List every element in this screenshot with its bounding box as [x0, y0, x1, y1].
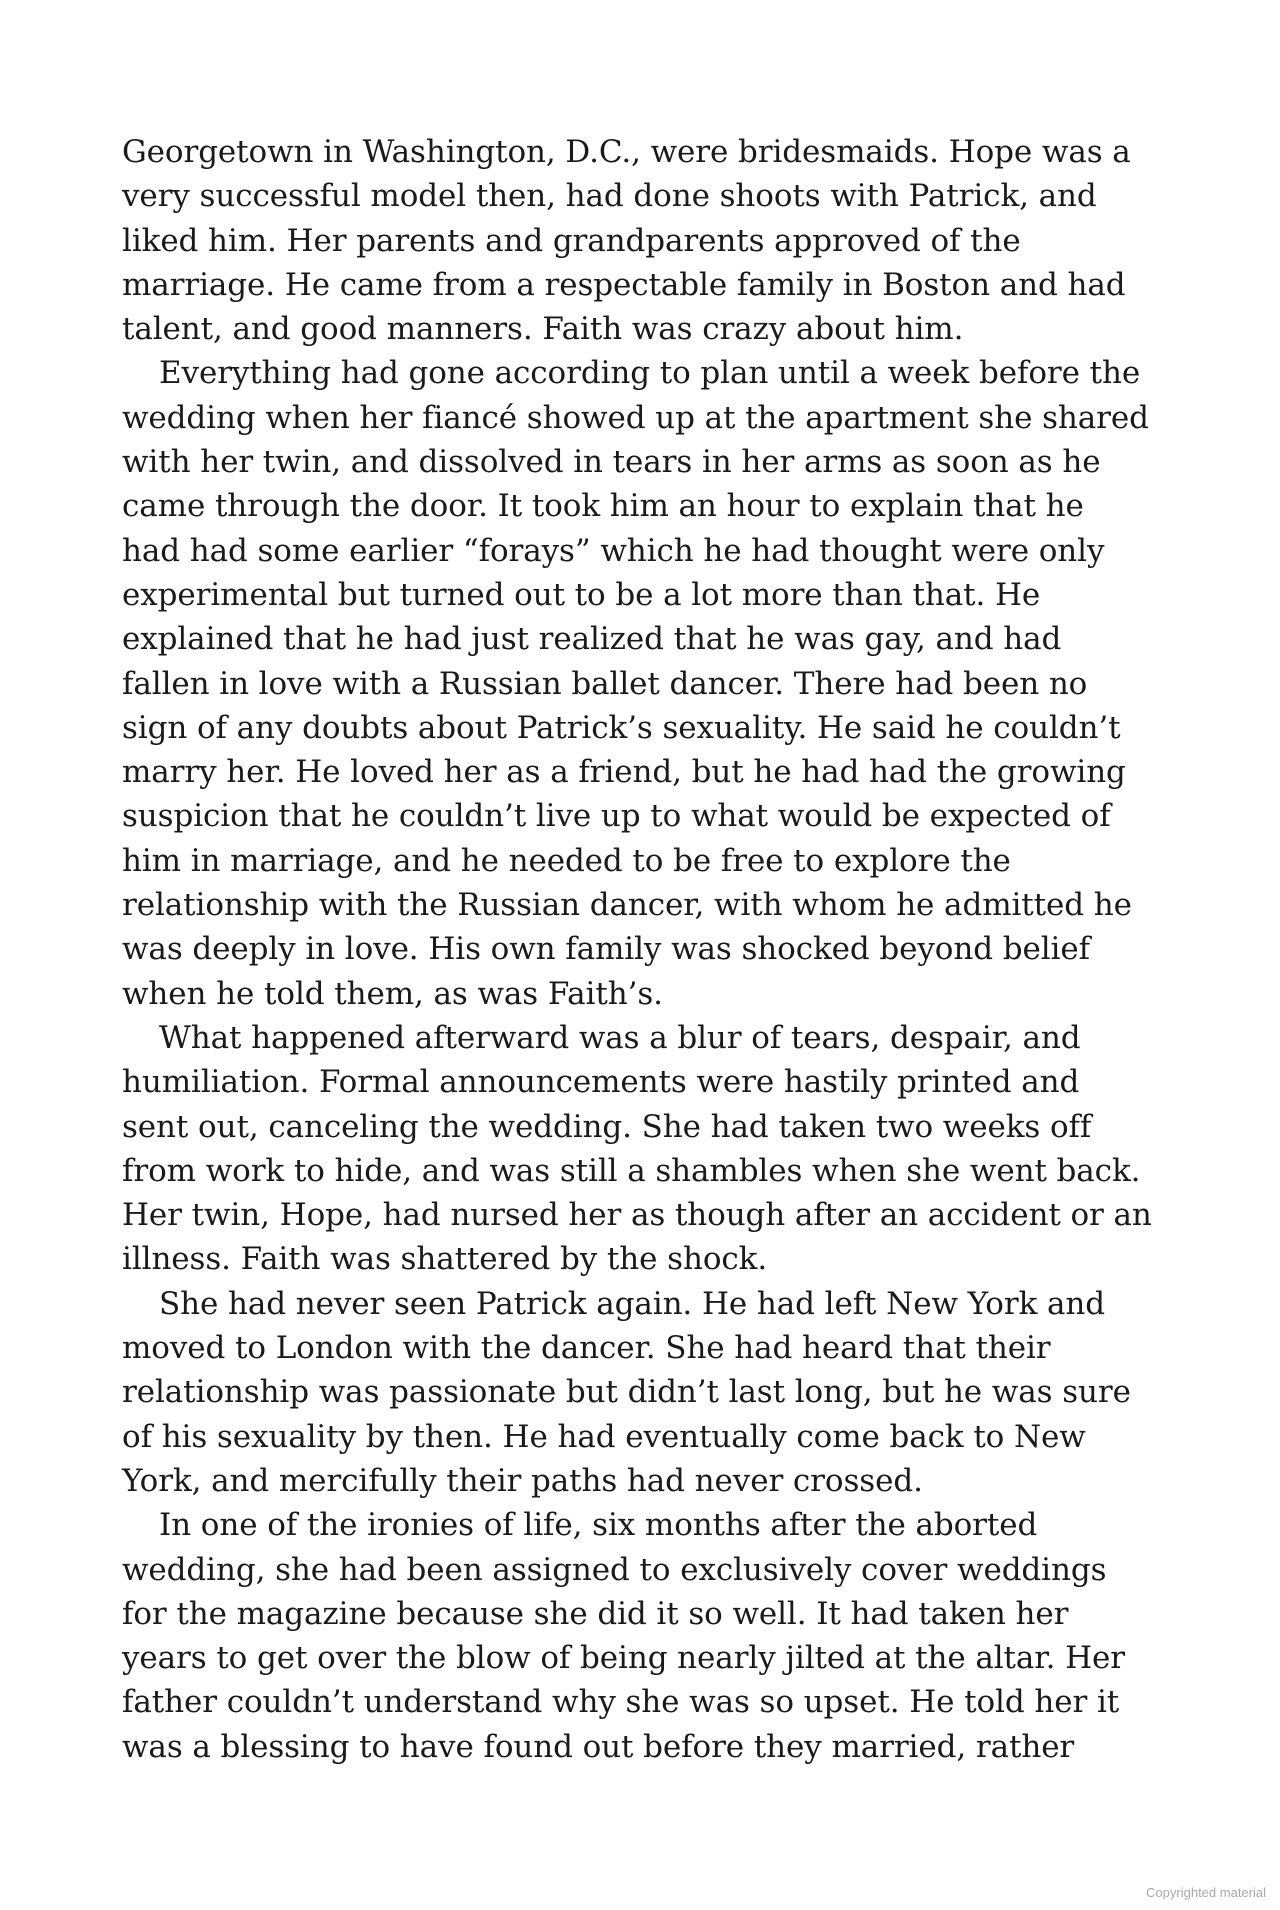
text-line: with her twin, and dissolved in tears in her arms as soon as he — [122, 444, 1101, 481]
text-line: moved to London with the dancer. She had heard that their — [122, 1330, 1051, 1367]
copyright-watermark: Copyrighted material — [1146, 1885, 1266, 1900]
text-line: suspicion that he couldn’t live up to what would be expected of — [122, 798, 1111, 835]
text-line: of his sexuality by then. He had eventually come back to New — [122, 1418, 1086, 1455]
text-line: relationship was passionate but didn’t last long, but he was sure — [122, 1374, 1131, 1411]
text-line: father couldn’t understand why she was so upset. He told her it — [122, 1684, 1120, 1721]
text-line: She had never seen Patrick again. He had left New York and — [159, 1285, 1106, 1322]
text-line: when he told them, as was Faith’s. — [122, 975, 663, 1012]
text-line: York, and mercifully their paths had never crossed. — [122, 1462, 923, 1499]
text-line: marry her. He loved her as a friend, but he had had the growing — [122, 754, 1126, 791]
text-line: experimental but turned out to be a lot more than that. He — [122, 576, 1041, 613]
text-line: illness. Faith was shattered by the shock. — [122, 1241, 768, 1278]
text-line: him in marriage, and he needed to be free to explore the — [122, 842, 1011, 879]
text-line: In one of the ironies of life, six months after the aborted — [159, 1507, 1038, 1544]
text-line: explained that he had just realized that he was gay, and had — [122, 621, 1062, 658]
body-text — [122, 130, 1172, 1769]
text-line: What happened afterward was a blur of tears, despair, and — [159, 1019, 1081, 1056]
text-line: Georgetown in Washington, D.C., were bridesmaids. Hope was a — [122, 134, 1131, 170]
text-line: was a blessing to have found out before they married, rather — [122, 1728, 1075, 1765]
text-line: years to get over the blow of being nearly jilted at the altar. Her — [122, 1640, 1125, 1677]
text-line: humiliation. Formal announcements were hastily printed and — [122, 1064, 1080, 1101]
text-line: fallen in love with a Russian ballet dancer. There had been no — [122, 665, 1088, 702]
text-line: very successful model then, had done shoots with Patrick, and — [122, 178, 1097, 215]
text-line: sign of any doubts about Patrick’s sexuality. He said he couldn’t — [122, 709, 1121, 746]
text-line: sent out, canceling the wedding. She had taken two weeks off — [122, 1108, 1092, 1145]
text-line: wedding, she had been assigned to exclusively cover weddings — [122, 1551, 1107, 1588]
text-line: had had some earlier “forays” which he had thought were only — [122, 532, 1105, 569]
text-line: Her twin, Hope, had nursed her as though after an accident or an — [122, 1197, 1152, 1234]
text-line: wedding when her fiancé showed up at the apartment she shared — [122, 399, 1149, 436]
text-line: liked him. Her parents and grandparents approved of the — [122, 222, 1021, 259]
text-line: Everything had gone according to plan until a week before the — [159, 355, 1141, 392]
text-line: marriage. He came from a respectable family in Boston and had — [122, 266, 1126, 303]
text-line: relationship with the Russian dancer, with whom he admitted he — [122, 887, 1132, 924]
text-line: talent, and good manners. Faith was crazy about him. — [122, 311, 964, 348]
text-line: came through the door. It took him an hour to explain that he — [122, 488, 1084, 525]
text-line: for the magazine because she did it so well. It had taken her — [122, 1595, 1069, 1632]
text-line: was deeply in love. His own family was shocked beyond belief — [122, 931, 1090, 968]
text-line: from work to hide, and was still a shambles when she went back. — [122, 1152, 1141, 1189]
